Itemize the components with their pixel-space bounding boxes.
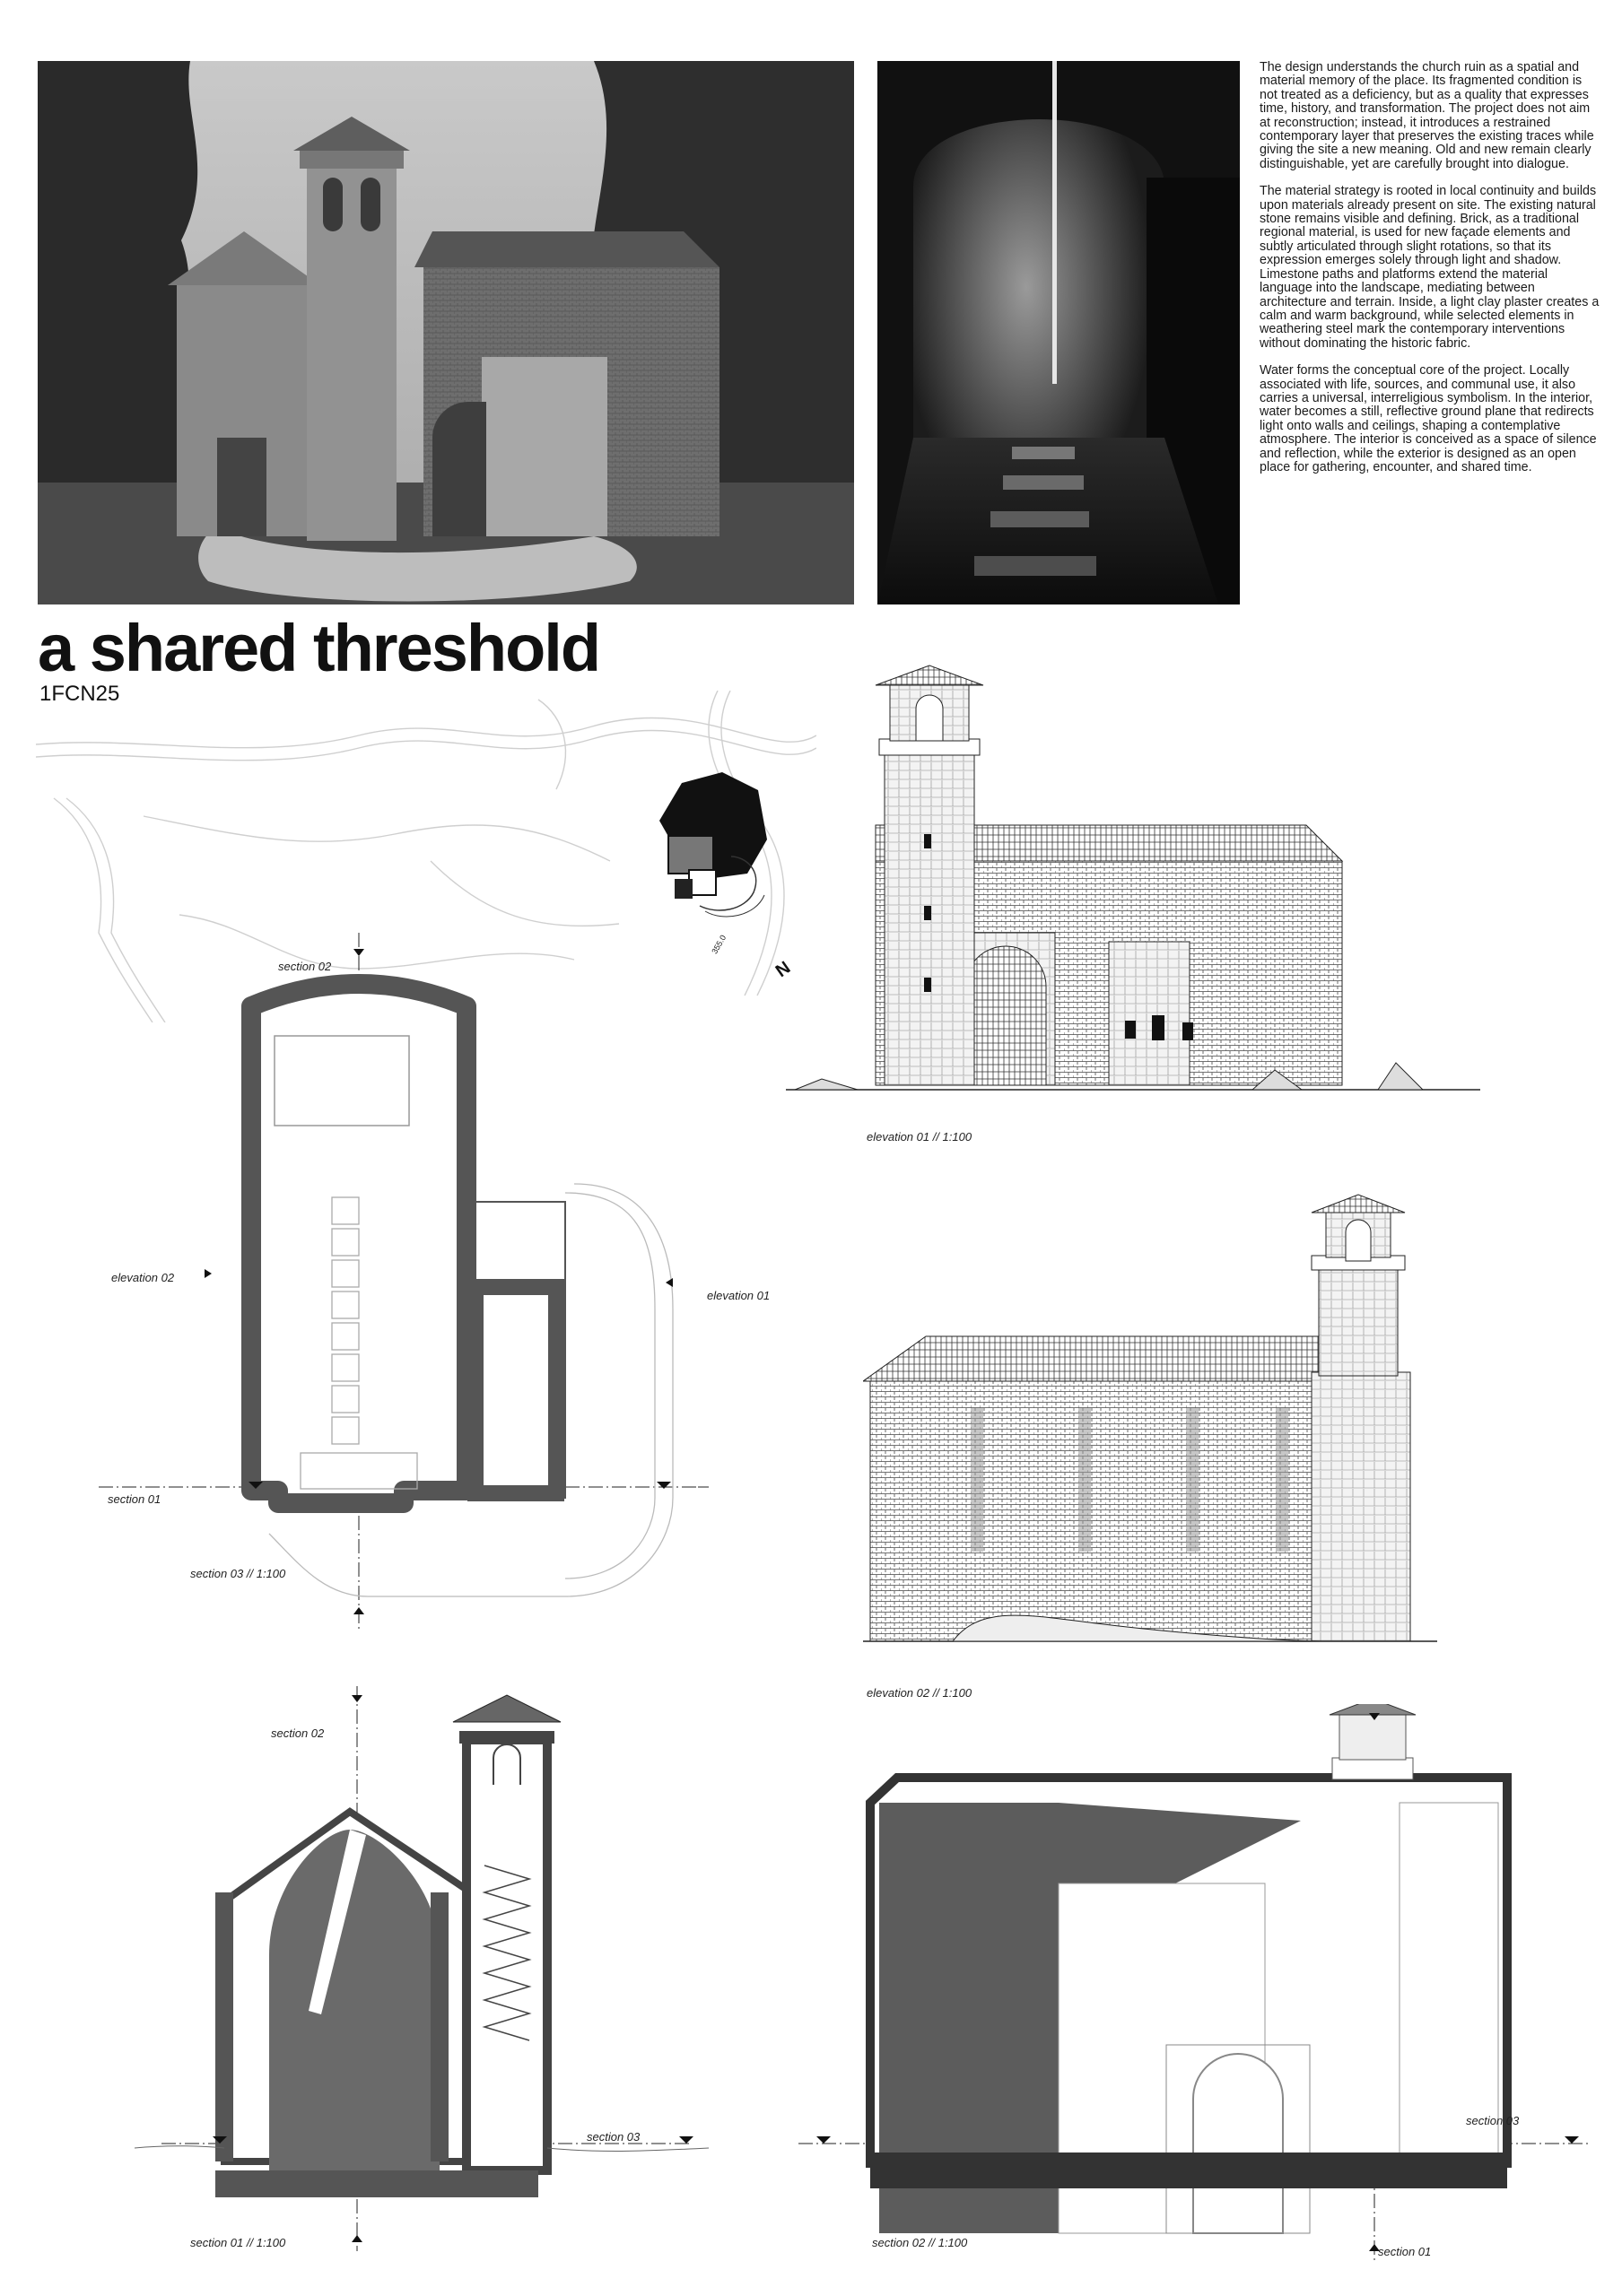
section-02-caption: section 02 // 1:100 bbox=[872, 2236, 968, 2249]
north-arrow-label: N bbox=[772, 957, 795, 982]
section-02-section-01-label: section 01 bbox=[1378, 2245, 1432, 2258]
section-01-section-03-label: section 03 bbox=[587, 2130, 641, 2144]
section-02-drawing bbox=[798, 1704, 1606, 2260]
section-01-caption: section 01 // 1:100 bbox=[190, 2236, 286, 2249]
elevation-02-caption: elevation 02 // 1:100 bbox=[867, 1686, 972, 1700]
plan-elevation-02-label: elevation 02 bbox=[111, 1271, 175, 1284]
section-01-drawing bbox=[135, 1686, 718, 2251]
description-paragraph-2: The material strategy is rooted in local continuity and builds upon materials already present on site. The existing natural stone remains visible and defining. Brick, as a traditional regional material, is used for new façade elements and subtly articulated through slight rotations, so that its expression emerges solely through light and shadow. Limestone paths and platforms extend the material language into the landscape, mediating between architecture and terrain. Inside, a light clay plaster creates a calm and warm background, while selected elements in weathering steel mark the contemporary interventions without dominating the historic fabric. bbox=[1260, 184, 1600, 351]
elevation-01-caption: elevation 01 // 1:100 bbox=[867, 1130, 972, 1144]
exterior-photo bbox=[38, 61, 854, 604]
site-level-label: 355.0 bbox=[710, 933, 728, 956]
section-02-section-03-label: section 03 bbox=[1466, 2114, 1520, 2127]
floor-plan bbox=[99, 933, 727, 1632]
description-paragraph-3: Water forms the conceptual core of the project. Locally associated with life, sources, and communal use, it also carries a universal, interreligious symbolism. In the interior, water becomes a still, reflective ground plane that redirects light onto walls and ceilings, shaping a contemplative atmosphere. The interior is conceived as a space of silence and reflection, while the exterior is designed as an open place for gathering, encounter, and shared time. bbox=[1260, 363, 1597, 474]
elevation-02-drawing bbox=[863, 1193, 1455, 1677]
description-paragraph-1: The design understands the church ruin as a spatial and material memory of the place. Its fragmented condition is not treated as a deficiency, but as a quality that expresses time, history, and transformation. The project does not aim at reconstruction; instead, it introduces a restrained contemporary layer that preserves the existing traces while giving the site a new meaning. Old and new remain clearly distinguishable, yet are carefully brought into dialogue. bbox=[1260, 60, 1594, 171]
section-01-section-02-label: section 02 bbox=[271, 1726, 325, 1740]
elevation-01-drawing bbox=[786, 664, 1480, 1121]
project-title: a shared threshold bbox=[38, 611, 600, 685]
plan-elevation-01-label: elevation 01 bbox=[707, 1289, 771, 1302]
plan-section-02-label: section 02 bbox=[278, 960, 332, 973]
project-description bbox=[1260, 61, 1600, 488]
plan-caption: section 03 // 1:100 bbox=[190, 1567, 286, 1580]
project-code: 1FCN25 bbox=[39, 682, 120, 706]
interior-photo bbox=[877, 61, 1240, 604]
plan-section-01-label: section 01 bbox=[108, 1492, 161, 1506]
